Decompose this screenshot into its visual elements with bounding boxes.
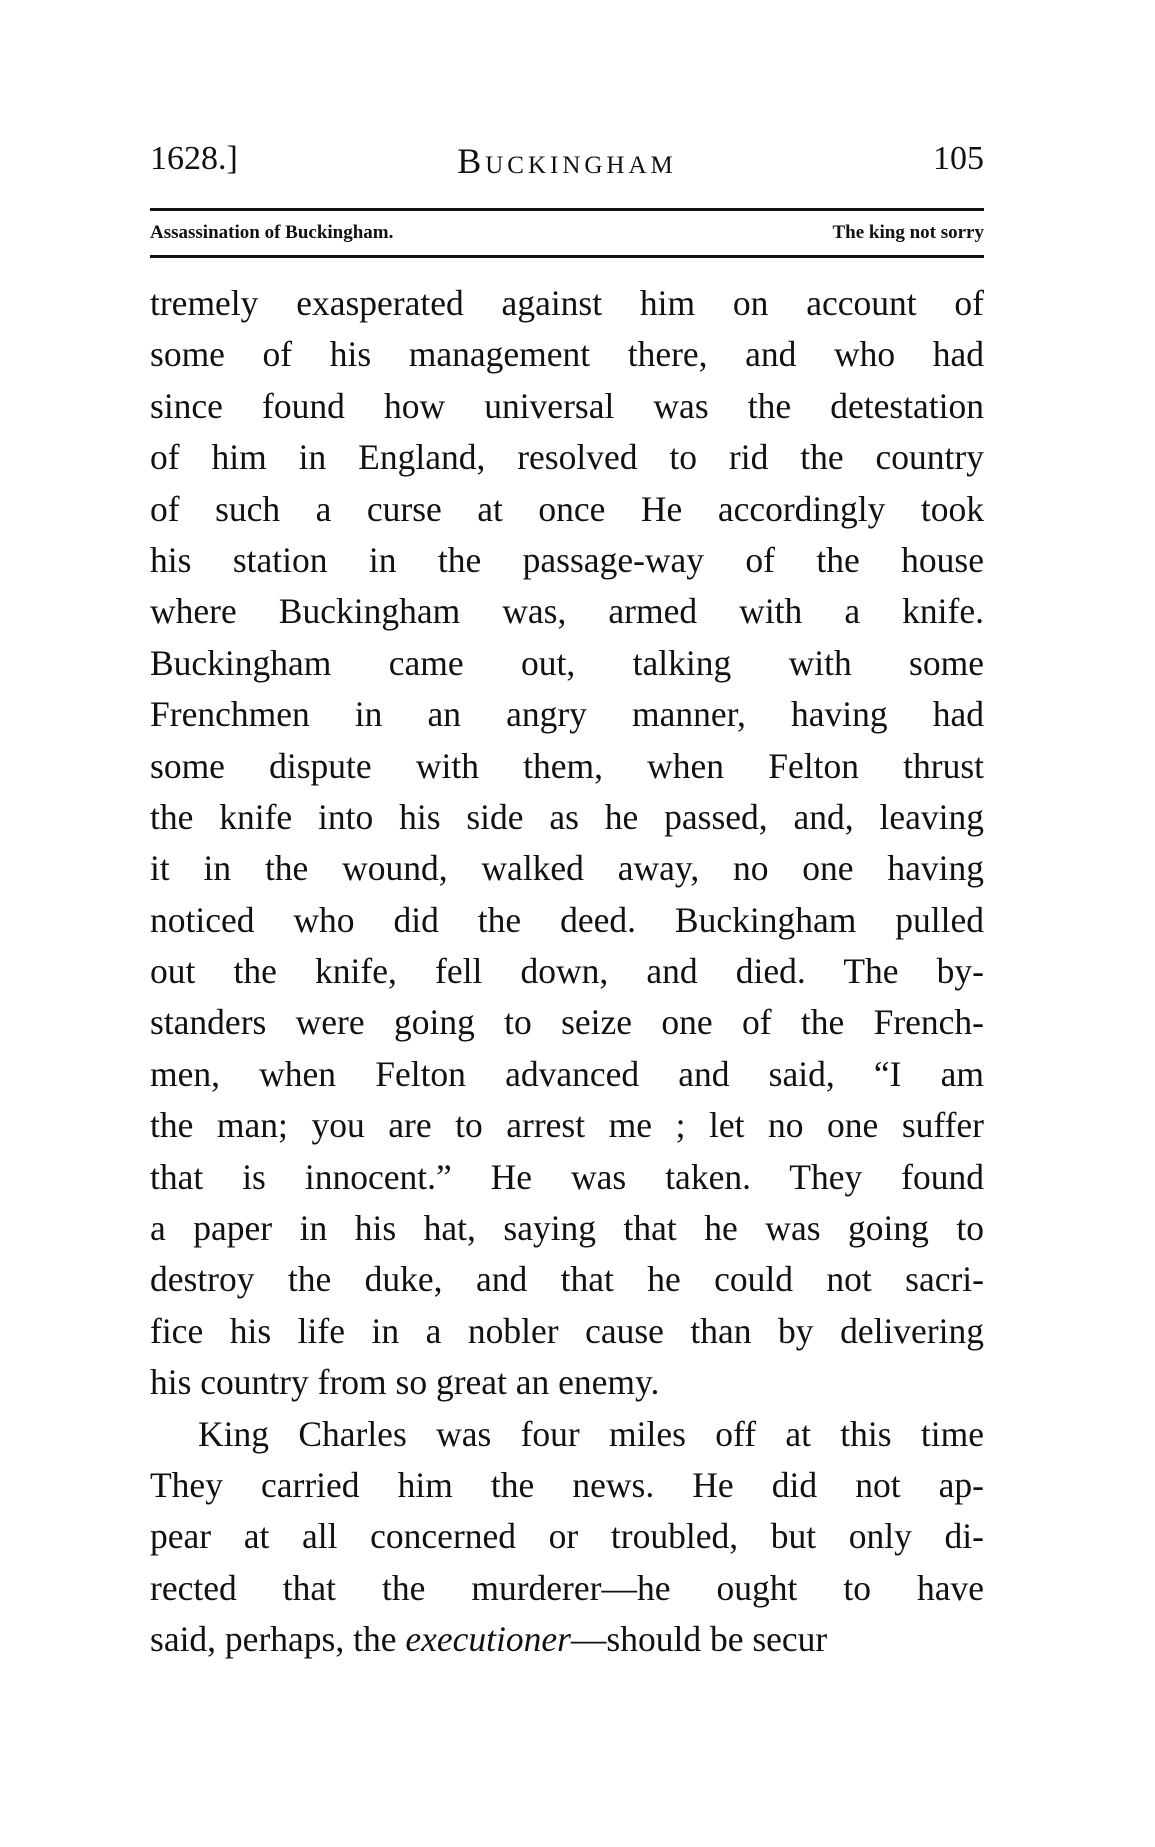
running-header — [150, 140, 984, 190]
text-line: men, when Felton advanced and said, “I am — [150, 1053, 984, 1094]
text-line: his station in the passage-way of the house — [150, 539, 984, 580]
text-line: They carried him the news. He did not ap- — [150, 1464, 984, 1505]
text-line: Buckingham came out, talking with some — [150, 642, 984, 683]
text-line: it in the wound, walked away, no one having — [150, 848, 984, 889]
side-headings — [150, 222, 984, 244]
body-text — [150, 278, 984, 1666]
text-line: his country from so great an enemy. — [150, 1362, 660, 1403]
header-year: 1628.] — [150, 140, 238, 177]
text-line: noticed who did the deed. Buckingham pulled — [150, 899, 984, 940]
text-line: the man; you are to arrest me ; let no one suffer — [150, 1105, 984, 1146]
text-line: of him in England, resolved to rid the country — [150, 437, 984, 478]
text-line: destroy the duke, and that he could not sacri- — [150, 1259, 984, 1300]
italic-word: executioner — [405, 1619, 571, 1660]
subheader-rule — [150, 255, 984, 258]
text-fragment: —should be secur — [570, 1619, 828, 1660]
text-line: a paper in his hat, saying that he was going to — [150, 1208, 984, 1249]
text-line: standers were going to seize one of the French- — [150, 1002, 984, 1043]
subheading-right: The king not sorry — [832, 222, 984, 243]
text-line: some of his management there, and who had — [150, 334, 984, 375]
text-line: the knife into his side as he passed, and, leaving — [150, 796, 984, 837]
text-line: King Charles was four miles off at this time — [198, 1413, 984, 1454]
text-line: pear at all concerned or troubled, but only di- — [150, 1516, 984, 1557]
text-line: Frenchmen in an angry manner, having had — [150, 694, 984, 735]
page-number: 105 — [933, 140, 984, 177]
subheading-left: Assassination of Buckingham. — [150, 222, 394, 243]
text-line: that is innocent.” He was taken. They found — [150, 1156, 984, 1197]
paragraph-2 — [150, 1409, 984, 1615]
text-line: fice his life in a nobler cause than by delivering — [150, 1310, 984, 1351]
text-line: tremely exasperated against him on account of — [150, 283, 984, 323]
text-line — [150, 1614, 984, 1665]
paragraph-1 — [150, 278, 984, 1409]
text-line: rected that the murderer—he ought to have — [150, 1567, 984, 1608]
header-title: Buckingham — [457, 141, 677, 181]
text-line: since found how universal was the detestation — [150, 385, 984, 426]
text-line: some dispute with them, when Felton thrust — [150, 745, 984, 786]
text-line: where Buckingham was, armed with a knife. — [150, 591, 984, 632]
text-line: out the knife, fell down, and died. The by- — [150, 951, 984, 992]
text-line: of such a curse at once He accordingly took — [150, 488, 984, 529]
header-rule — [150, 208, 984, 211]
text-fragment: said, perhaps, the — [150, 1619, 406, 1660]
